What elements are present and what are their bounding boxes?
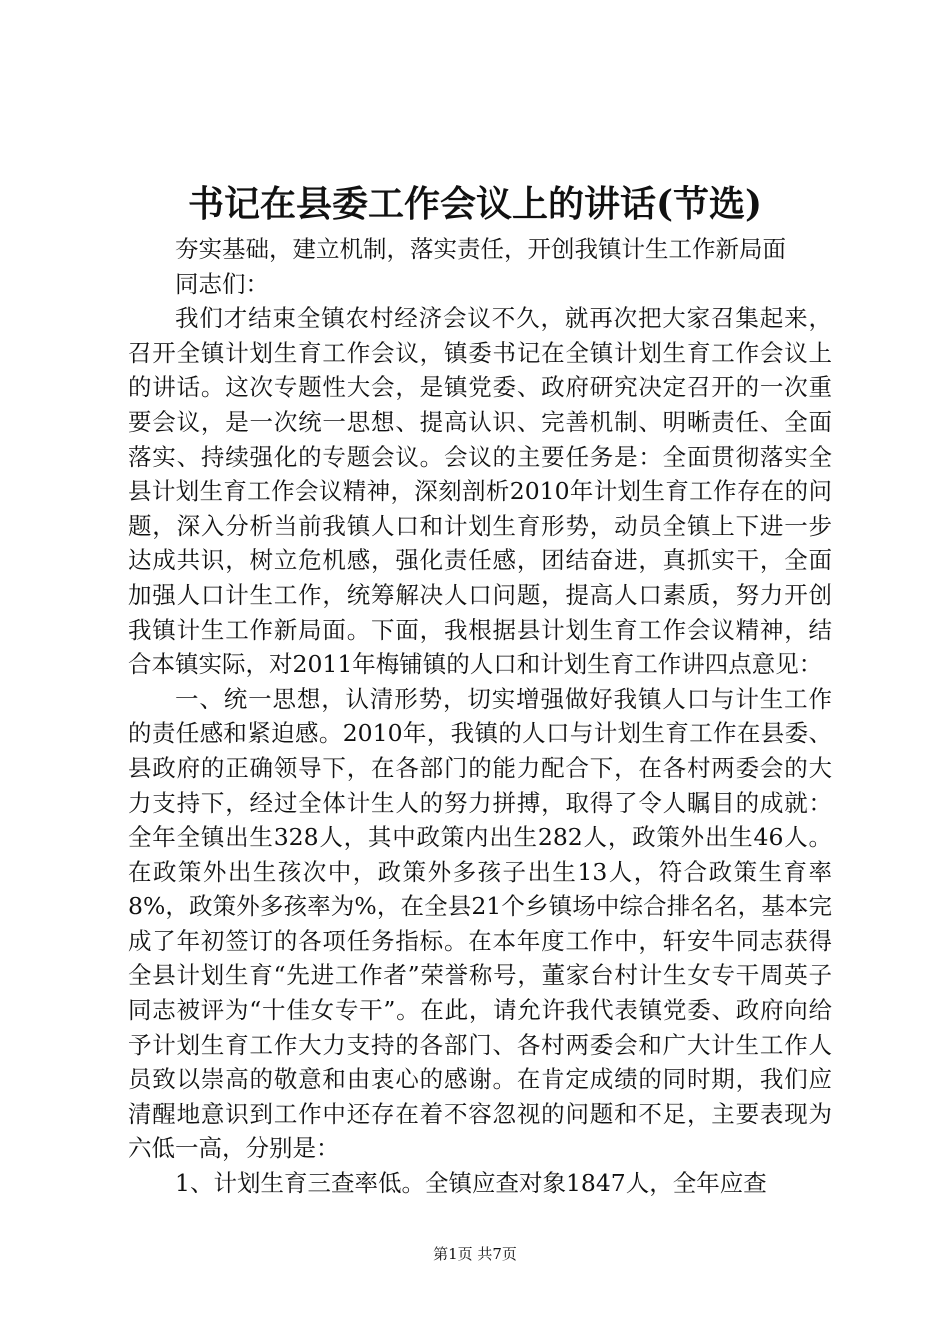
- intro-paragraph: 我们才结束全镇农村经济会议不久，就再次把大家召集起来，召开全镇计划生育工作会议，镇委书记在全镇计划生育工作会议上的讲话。这次专题性大会，是镇党委、政府研究决定召开的一次重要会议，是一次统一思想、提高认识、完善机制、明晰责任、全面落实、持续强化的专题会议。会议的主要任务是：全面贯彻落实全县计划生育工作会议精神，深刻剖析2010年计划生育工作存在的问题，深入分析当前我镇人口和计划生育形势，动员全镇上下进一步达成共识，树立危机感，强化责任感，团结奋进，真抓实干，全面加强人口计生工作，统筹解决人口问题，提高人口素质，努力开创我镇计生工作新局面。下面，我根据县计划生育工作会议精神，结合本镇实际，对2011年梅铺镇的人口和计划生育工作讲四点意见：: [128, 304, 832, 679]
- document-title: 书记在县委工作会议上的讲话(节选): [187, 183, 763, 225]
- item-one-paragraph: 1、计划生育三查率低。全镇应查对象1847人，全年应查: [175, 1169, 767, 1198]
- subtitle-paragraph: 夯实基础，建立机制，落实责任，开创我镇计生工作新局面: [175, 235, 786, 263]
- document-body: [128, 232, 832, 1201]
- page-number-footer: 第1页 共7页: [433, 1245, 517, 1263]
- section-one-paragraph: 一、统一思想，认清形势，切实增强做好我镇人口与计生工作的责任感和紧迫感。2010年，我镇的人口与计划生育工作在县委、县政府的正确领导下，在各部门的能力配合下，在各村两委会的大力支持下，经过全体计生人的努力拼搏，取得了令人瞩目的成就：全年全镇出生328人，其中政策内出生282人，政策外出生46人。在政策外出生孩次中，政策外多孩子出生13人，符合政策生育率8%，政策外多孩率为%，在全县21个乡镇场中综合排名名，基本完成了年初签订的各项任务指标。在本年度工作中，轩安牛同志获得全县计划生育“先进工作者”荣誉称号，董家台村计生女专干周英子同志被评为“十佳女专干”。在此，请允许我代表镇党委、政府向给予计划生育工作大力支持的各部门、各村两委会和广大计生工作人员致以崇高的敬意和由衷心的感谢。在肯定成绩的同时期，我们应清醒地意识到工作中还存在着不容忽视的问题和不足，主要表现为六低一高，分别是：: [128, 684, 832, 1163]
- salutation-paragraph: 同志们：: [175, 269, 269, 298]
